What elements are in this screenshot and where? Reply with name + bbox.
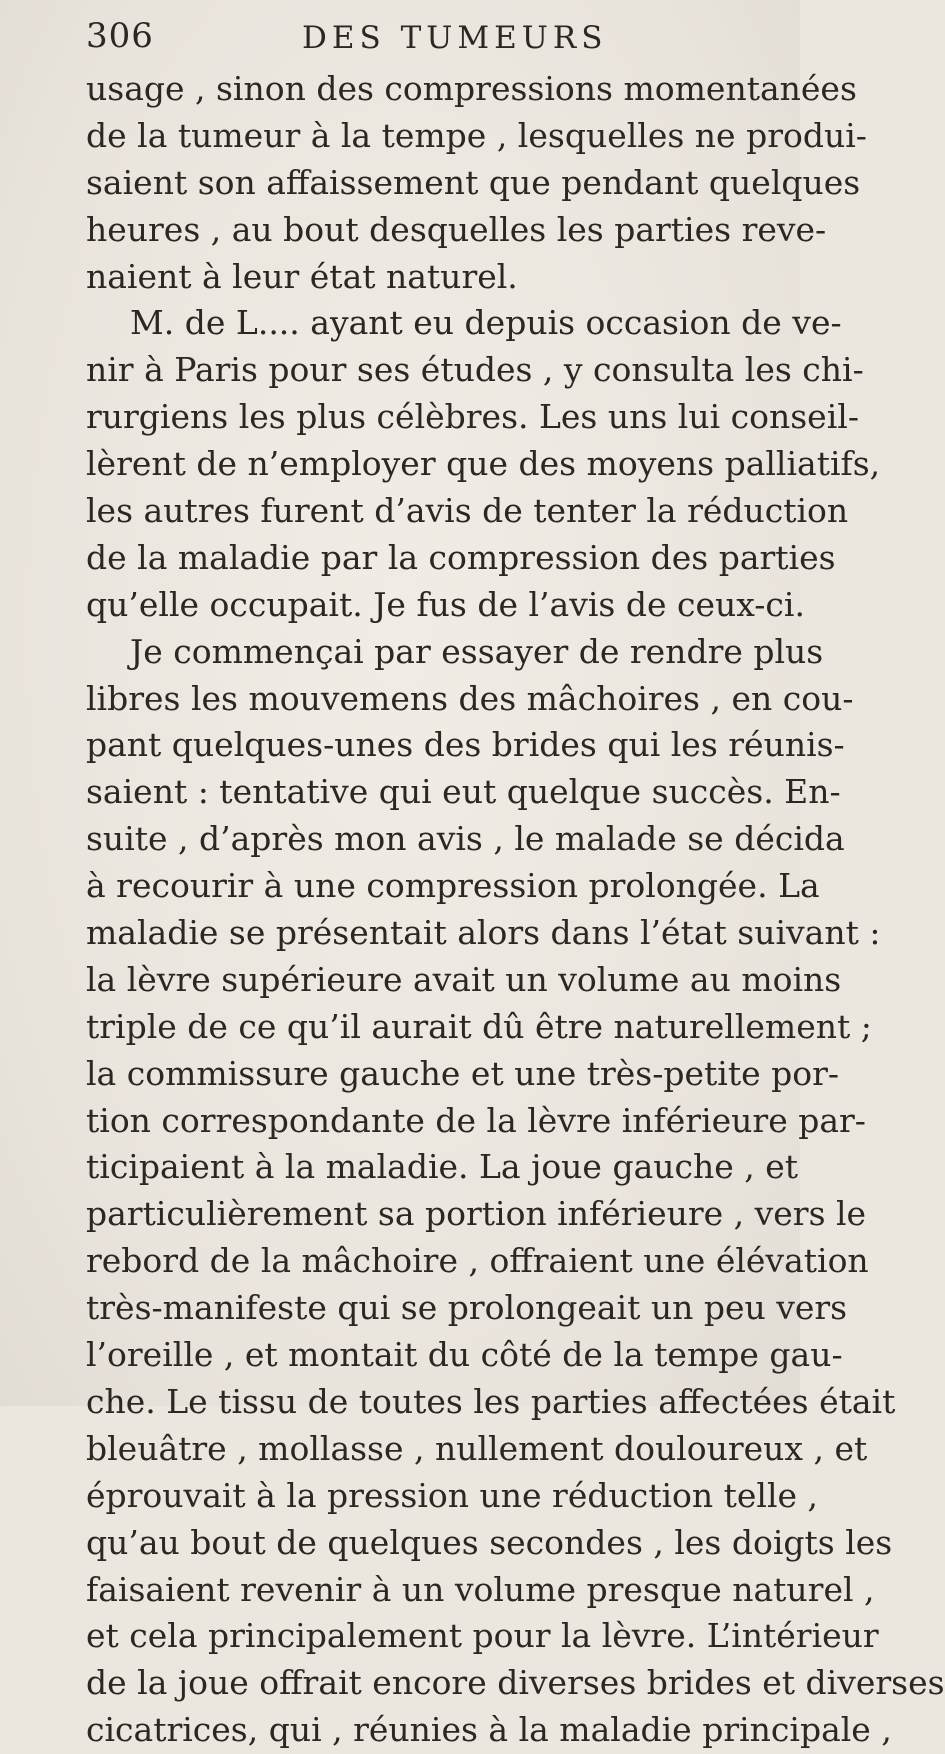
text-line: qu’elle occupait. Je fus de l’avis de ceux-ci. bbox=[86, 584, 805, 624]
text-line: particulièrement sa portion inférieure , vers le bbox=[86, 1194, 867, 1234]
text-line: ticipaient à la maladie. La joue gauche , et bbox=[86, 1147, 799, 1187]
text-line: de la tumeur à la tempe , lesquelles ne produi- bbox=[86, 115, 867, 155]
text-line: cicatrices, qui , réunies à la maladie principale , bbox=[86, 1710, 892, 1750]
text-line: maladie se présentait alors dans l’état suivant : bbox=[86, 913, 881, 953]
text-line: faisaient revenir à un volume presque naturel , bbox=[86, 1569, 875, 1609]
text-line: usage , sinon des compressions momentanées bbox=[86, 69, 857, 108]
text-line: naient à leur état naturel. bbox=[86, 256, 518, 296]
running-head: DES TUMEURS bbox=[302, 20, 608, 56]
text-line: de la joue offrait encore diverses brides et diverses bbox=[86, 1663, 945, 1703]
text-line: rebord de la mâchoire , offraient une élévation bbox=[86, 1241, 869, 1281]
text-line: très-manifeste qui se prolongeait un peu vers bbox=[86, 1288, 848, 1328]
body-text bbox=[86, 66, 945, 1754]
text-line: de la maladie par la compression des parties bbox=[86, 537, 836, 577]
text-line: triple de ce qu’il aurait dû être naturellement ; bbox=[86, 1006, 872, 1046]
paragraph-start-line: Je commençai par essayer de rendre plus bbox=[130, 631, 824, 671]
text-line: à recourir à une compression prolongée. La bbox=[86, 866, 820, 906]
text-line: la commissure gauche et une très-petite por- bbox=[86, 1053, 840, 1093]
text-line: bleuâtre , mollasse , nullement douloureux , et bbox=[86, 1428, 868, 1468]
text-line: pant quelques-unes des brides qui les réunis- bbox=[86, 725, 845, 765]
paragraph-start-line: M. de L.... ayant eu depuis occasion de ve- bbox=[130, 303, 842, 343]
page-header bbox=[86, 12, 726, 60]
text-line: éprouvait à la pression une réduction telle , bbox=[86, 1475, 819, 1515]
text-line: rurgiens les plus célèbres. Les uns lui conseil- bbox=[86, 397, 859, 437]
text-line: che. Le tissu de toutes les parties affectées était bbox=[86, 1381, 896, 1421]
text-line: saient : tentative qui eut quelque succès. En- bbox=[86, 772, 841, 812]
text-line: saient son affaissement que pendant quelques bbox=[86, 162, 861, 202]
text-line: tion correspondante de la lèvre inférieure par- bbox=[86, 1100, 866, 1140]
text-line: l’oreille , et montait du côté de la tempe gau- bbox=[86, 1335, 843, 1375]
text-line: lèrent de n’employer que des moyens palliatifs, bbox=[86, 444, 881, 484]
text-line: qu’au bout de quelques secondes , les doigts les bbox=[86, 1522, 893, 1562]
text-line: nir à Paris pour ses études , y consulta les chi- bbox=[86, 350, 864, 390]
page-number: 306 bbox=[86, 16, 154, 56]
text-line: heures , au bout desquelles les parties reve- bbox=[86, 209, 827, 249]
text-line: les autres furent d’avis de tenter la réduction bbox=[86, 491, 849, 531]
text-line: et cela principalement pour la lèvre. L’intérieur bbox=[86, 1616, 879, 1656]
text-line: suite , d’après mon avis , le malade se décida bbox=[86, 819, 845, 859]
text-line: la lèvre supérieure avait un volume au moins bbox=[86, 959, 842, 999]
text-line: libres les mouvemens des mâchoires , en cou- bbox=[86, 678, 854, 718]
